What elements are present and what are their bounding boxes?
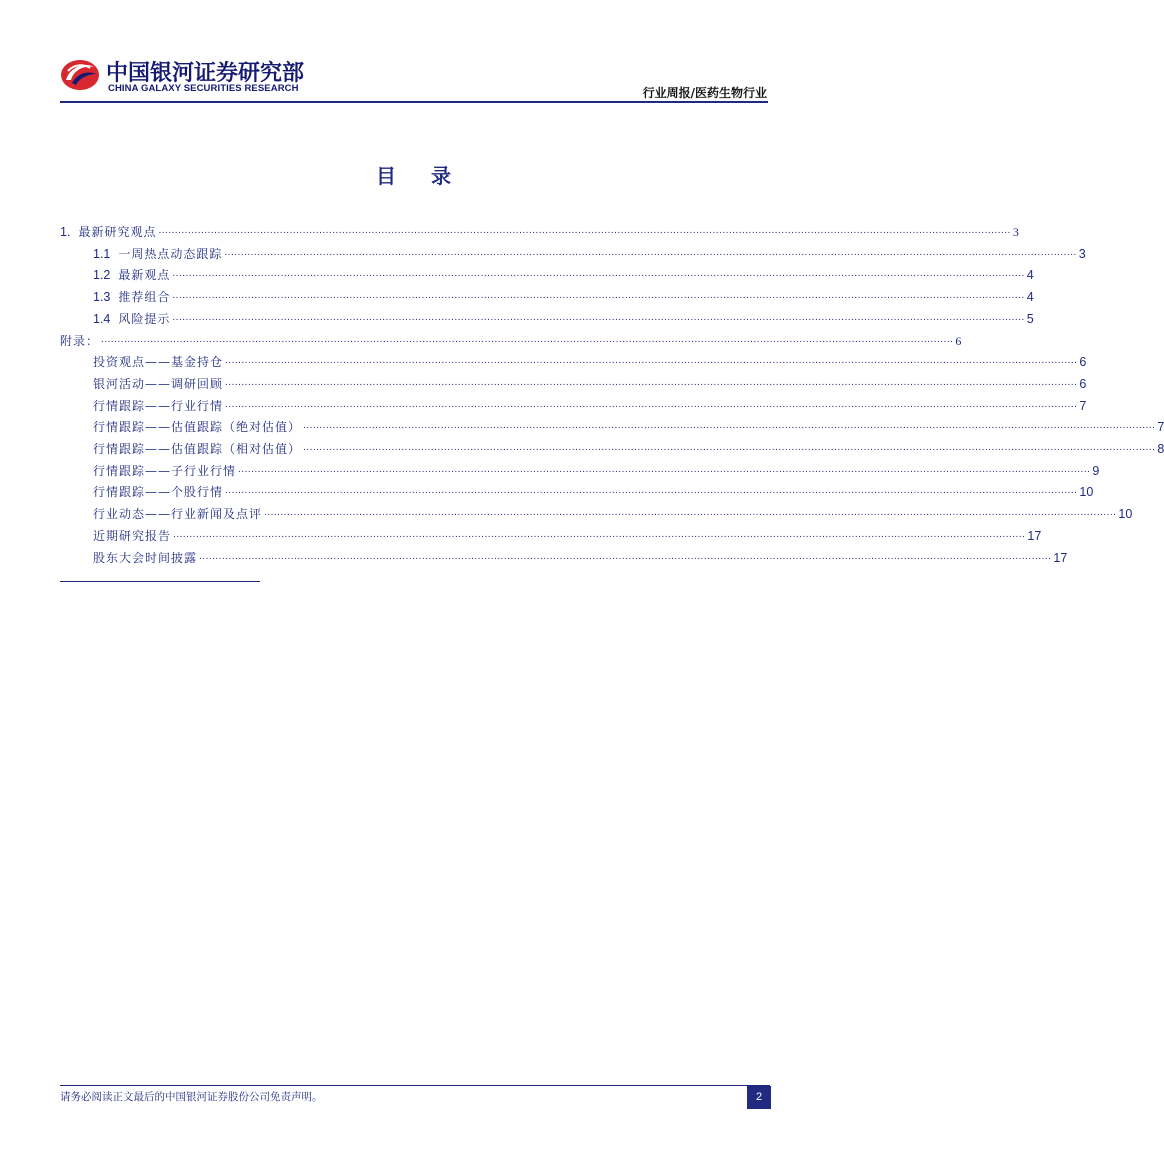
toc-entry-page: 6 bbox=[1079, 376, 1087, 391]
toc-entry-label: 风险提示 bbox=[118, 311, 171, 326]
toc-entry[interactable] bbox=[93, 438, 1164, 456]
logo-chinese-name: 中国银河证券研究部 bbox=[106, 61, 305, 86]
toc-entry-page: 9 bbox=[1092, 463, 1100, 478]
toc-entry-page: 8 bbox=[1157, 442, 1164, 456]
toc-entry[interactable] bbox=[93, 243, 1086, 261]
toc-entry[interactable] bbox=[93, 264, 1034, 283]
toc-entry-label: 行情跟踪——估值跟踪（绝对估值） bbox=[93, 420, 302, 435]
toc-dot-leader: .................................................................................................................................................................................................................................................................... bbox=[225, 485, 1078, 497]
toc-entry-page: 6 bbox=[955, 333, 962, 348]
toc-entry-label: 行情跟踪——个股行情 bbox=[93, 485, 224, 500]
toc-entry[interactable] bbox=[60, 221, 1019, 239]
toc-entry-label: 最新观点 bbox=[118, 268, 171, 283]
logo-english-name: CHINA GALAXY SECURITIES RESEARCH bbox=[108, 83, 299, 94]
toc-entry-page: 4 bbox=[1026, 290, 1034, 305]
toc-entry-page: 17 bbox=[1027, 528, 1042, 543]
toc-entry[interactable] bbox=[93, 351, 1087, 370]
toc-dot-leader: .................................................................................................................................................................................................................................................................... bbox=[173, 528, 1026, 540]
toc-dot-leader: .................................................................................................................................................................................................................................................................... bbox=[225, 376, 1078, 388]
header-divider bbox=[60, 101, 768, 103]
toc-entry-number: 1.3 bbox=[93, 290, 111, 305]
toc-dot-leader: .................................................................................................................................................................................................................................................................... bbox=[225, 398, 1078, 410]
toc-entry[interactable] bbox=[60, 330, 962, 348]
toc-entry-label: 附录： bbox=[60, 333, 100, 348]
report-category: 行业周报/医药生物行业 bbox=[642, 86, 767, 100]
toc-entry-label: 银河活动——调研回顾 bbox=[93, 376, 224, 391]
toc-dot-leader: .................................................................................................................................................................................................................................................................... bbox=[303, 442, 1156, 453]
toc-entry-label: 最新研究观点 bbox=[78, 225, 157, 239]
toc-entry-label: 行情跟踪——估值跟踪（相对估值） bbox=[93, 442, 302, 456]
toc-title: 目 录 bbox=[376, 164, 465, 188]
toc-entry-number: 1.1 bbox=[93, 246, 111, 261]
page-number: 2 bbox=[747, 1086, 771, 1109]
toc-dot-leader: .................................................................................................................................................................................................................................................................... bbox=[172, 268, 1025, 280]
toc-entry[interactable] bbox=[93, 481, 1094, 500]
toc-dot-leader: .................................................................................................................................................................................................................................................................... bbox=[199, 550, 1052, 562]
toc-entry-label: 投资观点——基金持仓 bbox=[93, 355, 224, 370]
toc-entry-label: 一周热点动态跟踪 bbox=[118, 246, 223, 261]
toc-dot-leader: .................................................................................................................................................................................................................................................................... bbox=[264, 507, 1117, 519]
footer-disclaimer: 请务必阅读正文最后的中国银河证券股份公司免责声明。 bbox=[60, 1091, 323, 1103]
toc-entry-number: 1.2 bbox=[93, 268, 111, 283]
toc-dot-leader: .................................................................................................................................................................................................................................................................... bbox=[172, 311, 1025, 323]
toc-entry[interactable] bbox=[93, 525, 1042, 543]
toc-entry-page: 4 bbox=[1026, 268, 1034, 283]
toc-entry[interactable] bbox=[93, 373, 1087, 391]
toc-dot-leader: .................................................................................................................................................................................................................................................................... bbox=[238, 463, 1091, 475]
toc-entry[interactable] bbox=[93, 308, 1034, 326]
toc-entry[interactable] bbox=[93, 547, 1068, 565]
toc-dot-leader: .................................................................................................................................................................................................................................................................... bbox=[158, 225, 1011, 236]
toc-dot-leader: .................................................................................................................................................................................................................................................................... bbox=[172, 290, 1025, 302]
toc-entry[interactable] bbox=[93, 395, 1087, 413]
toc-entry-label: 推荐组合 bbox=[118, 290, 171, 305]
toc-entry-label: 行情跟踪——行业行情 bbox=[93, 398, 224, 413]
toc-entry-page: 10 bbox=[1079, 485, 1094, 500]
toc-entry[interactable] bbox=[93, 416, 1164, 435]
toc-entry-number: 1.4 bbox=[93, 311, 111, 326]
toc-entry-number: 1. bbox=[60, 225, 71, 239]
toc-entry[interactable] bbox=[93, 460, 1100, 478]
toc-dot-leader: .................................................................................................................................................................................................................................................................... bbox=[225, 355, 1078, 367]
toc-entry[interactable] bbox=[93, 286, 1034, 305]
section-divider bbox=[60, 581, 260, 582]
toc-entry-page: 7 bbox=[1079, 398, 1087, 413]
toc-entry-label: 近期研究报告 bbox=[93, 528, 172, 543]
toc-entry-label: 行情跟踪——子行业行情 bbox=[93, 463, 237, 478]
toc-entry-page: 3 bbox=[1012, 225, 1019, 239]
toc-entry-page: 17 bbox=[1053, 550, 1068, 565]
toc-entry-page: 5 bbox=[1026, 311, 1034, 326]
toc-entry-page: 10 bbox=[1118, 507, 1133, 522]
toc-dot-leader: .................................................................................................................................................................................................................................................................... bbox=[224, 246, 1077, 258]
toc-entry-page: 7 bbox=[1157, 420, 1164, 435]
galaxy-logo-icon bbox=[60, 58, 100, 92]
toc-dot-leader: .................................................................................................................................................................................................................................................................... bbox=[303, 420, 1156, 432]
toc-entry-page: 6 bbox=[1079, 355, 1087, 370]
toc-entry-page: 3 bbox=[1078, 246, 1086, 261]
company-logo bbox=[60, 56, 330, 96]
toc-entry-label: 行业动态——行业新闻及点评 bbox=[93, 507, 263, 522]
footer-divider bbox=[60, 1085, 770, 1086]
toc-entry[interactable] bbox=[93, 503, 1133, 522]
toc-entry-label: 股东大会时间披露 bbox=[93, 550, 198, 565]
toc-dot-leader: .................................................................................................................................................................................................................................................................... bbox=[101, 333, 954, 345]
